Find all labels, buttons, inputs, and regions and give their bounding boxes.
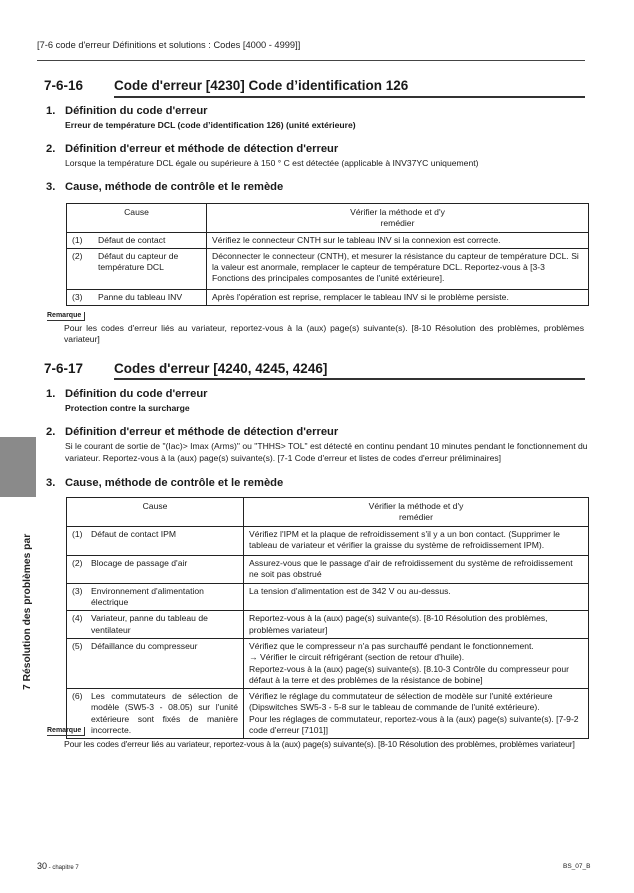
table-header-row (67, 498, 589, 527)
table-row (67, 248, 589, 289)
remedy-cell: Vérifiez le connecteur CNTH sur le tableau INV si la connexion est correcte. (207, 232, 589, 248)
subsection-title: Cause, méthode de contrôle et le remède (65, 477, 284, 489)
column-header-remedy: Vérifier la méthode et d'y remédier (244, 498, 589, 527)
table-row (67, 583, 589, 611)
cause-cell: (3) Environnement d'alimentation électrique (67, 583, 244, 611)
cause-cell: (1) Défaut de contact IPM (67, 526, 244, 556)
subsection-title: Définition du code d'erreur (65, 105, 208, 117)
column-header-cause: Cause (67, 204, 207, 233)
chapter-side-tab (0, 437, 36, 497)
chapter-side-label: 7 Résolution des problèmes par (22, 533, 33, 690)
section-title: Codes d'erreur [4240, 4245, 4246] (114, 361, 328, 376)
remedy-cell: Assurez-vous que le passage d'air de refroidissement du système de refroidissement ne soit pas obstrué (244, 556, 589, 584)
subsection-heading (46, 181, 283, 193)
error-definition-text: Erreur de température DCL (code d’identification 126) (unité extérieure) (65, 120, 356, 130)
table-row (67, 689, 589, 739)
header-divider (37, 60, 585, 61)
subsection-heading (46, 426, 338, 438)
running-header: [7-6 code d'erreur Définitions et solutions : Codes [4000 - 4999]] (37, 40, 301, 50)
cause-cell: (4) Variateur, panne du tableau de ventilateur (67, 611, 244, 639)
cause-cell: (2) Défaut du capteur de température DCL (67, 248, 207, 289)
table-row (67, 556, 589, 584)
cause-cell: (5) Défaillance du compresseur (67, 638, 244, 688)
detection-method-text: Si le courant de sortie de "(Iac)> Imax (Arms)" ou "THHS> TOL" est détecté en continu pendant 10 minutes pendant le fonctionnement du variateur. Reportez-vous à la (aux) page(s) suivante(s). [7-1 Code d'erreur et listes de codes d'erreur préliminaires] (65, 441, 588, 463)
cause-cell: (3) Panne du tableau INV (67, 289, 207, 305)
table-row (67, 289, 589, 305)
subsection-heading (46, 105, 208, 117)
remedy-cell: Déconnecter le connecteur (CNTH), et mesurer la résistance du capteur de température DCL. Si la valeur est anormale, remplacer le capteur de température DCL. Reportez-vous à [3-3 Fonctions des principales composantes de l'unité extérieure]. (207, 248, 589, 289)
subsection-number: 3. (46, 477, 56, 489)
cause-cell: (2) Blocage de passage d'air (67, 556, 244, 584)
subsection-number: 1. (46, 388, 56, 400)
column-header-remedy: Vérifier la méthode et d'y remédier (207, 204, 589, 233)
cause-cell: (1) Défaut de contact (67, 232, 207, 248)
error-definition-text: Protection contre la surcharge (65, 403, 190, 413)
section-title-rule (114, 96, 585, 98)
detection-method-text: Lorsque la température DCL égale ou supérieure à 150 ° C est détectée (applicable à INV37YC uniquement) (65, 158, 479, 168)
table-row (67, 638, 589, 688)
remark-label: Remarque (47, 727, 85, 736)
remedy-cell: Vérifiez le réglage du commutateur de sélection de modèle sur l'unité extérieure (Dipswitches SW5-3 - 5-8 sur le tableau de commande de l'unité extérieure). Pour les réglages de commutateur, reportez-vous à la (aux) page(s) suivante(s). [7-9-2 code d'erreur [7101]] (244, 689, 589, 739)
subsection-heading (46, 477, 283, 489)
subsection-number: 1. (46, 105, 56, 117)
table-header-row (67, 204, 589, 233)
subsection-title: Définition d'erreur et méthode de détection d'erreur (65, 143, 339, 155)
subsection-number: 3. (46, 181, 56, 193)
section-number: 7-6-16 (44, 78, 84, 93)
remark-text: Pour les codes d'erreur liés au variateur, reportez-vous à la (aux) page(s) suivante(s). [8-10 Résolution des problèmes, problèmes variateur] (64, 323, 584, 345)
table-row (67, 232, 589, 248)
remedy-cell: Après l'opération est reprise, remplacer le tableau INV si le problème persiste. (207, 289, 589, 305)
remedy-cell: La tension d'alimentation est de 342 V ou au-dessus. (244, 583, 589, 611)
cause-cell: (6) Les commutateurs de sélection de modèle (SW5-3 - 08.05) sur l'unité extérieure sont fixés de manière incorrecte. (67, 689, 244, 739)
subsection-heading (46, 143, 338, 155)
document-code: BS_07_B (563, 863, 591, 870)
cause-remedy-table (66, 497, 589, 739)
section-title-rule (114, 378, 585, 380)
subsection-title: Définition du code d'erreur (65, 388, 208, 400)
subsection-number: 2. (46, 426, 56, 438)
page-number: 30 - chapitre 7 (37, 861, 79, 871)
remedy-cell: Vérifiez que le compresseur n'a pas surchauffé pendant le fonctionnement. → Vérifier le circuit réfrigérant (section de retour d'huile). Reportez-vous à la (aux) page(s) suivante(s). [8.10-3 Contrôle du compresseur pour défaut à la terre et des problèmes de la résistance de bobine] (244, 638, 589, 688)
cause-remedy-table (66, 203, 589, 306)
column-header-cause: Cause (67, 498, 244, 527)
subsection-title: Cause, méthode de contrôle et le remède (65, 181, 284, 193)
remark-text: Pour les codes d'erreur liés au variateur, reportez-vous à la (aux) page(s) suivante(s). [8-10 Résolution des problèmes, problèmes variateur] (64, 739, 575, 749)
section-number: 7-6-17 (44, 361, 84, 376)
remark-label: Remarque (47, 312, 85, 321)
subsection-title: Définition d'erreur et méthode de détection d'erreur (65, 426, 339, 438)
remedy-cell: Reportez-vous à la (aux) page(s) suivante(s). [8-10 Résolution des problèmes, problèmes variateur] (244, 611, 589, 639)
subsection-number: 2. (46, 143, 56, 155)
remedy-cell: Vérifiez l'IPM et la plaque de refroidissement s'il y a un bon contact. (Supprimer le tableau de variateur et vérifier la graisse du système de refroidissement IPM). (244, 526, 589, 556)
table-row (67, 611, 589, 639)
table-row (67, 526, 589, 556)
section-title: Code d'erreur [4230] Code d’identification 126 (114, 78, 409, 93)
subsection-heading (46, 388, 208, 400)
